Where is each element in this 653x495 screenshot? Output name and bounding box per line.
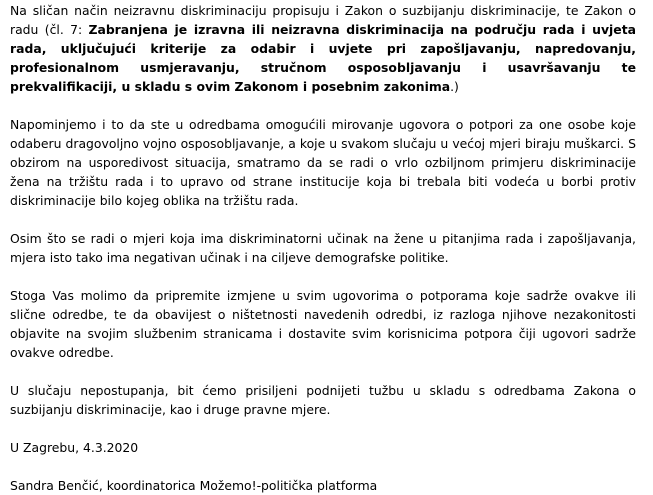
paragraph-military-training: Napominjemo i to da ste u odredbama omogućili mirovanje ugovora o potpori za one osobe koje odaberu dragovoljno vojno osposobljavanje, a koje u svakom slučaju u većoj mjeri biraju muškarci. S obzirom na usporedivost situacija, smatramo da se radi o vrlo ozbiljnom primjeru diskriminacije žena na tržištu rada i to upravo od strane institucije koja bi trebala biti vodeća u borbi protiv diskriminacije bilo kojeg oblika na tržištu rada.: [10, 117, 636, 208]
paragraph-law-reference: [10, 1, 636, 96]
paragraph-law-intro: Na sličan način neizravnu diskriminaciju propisuju i Zakon o suzbijanju diskriminacije, te Zakon o radu (čl. 7:: [10, 3, 636, 37]
paragraph-legal-action: U slučaju nepostupanja, bit ćemo prisiljeni podnijeti tužbu u skladu s odredbama Zakona o suzbijanju diskriminacije, kao i druge pravne mjere.: [10, 383, 636, 417]
paragraph-law-quote: Zabranjena je izravna ili neizravna diskriminacija na području rada i uvjeta rada, uključujući kriterije za odabir i uvjete pri zapošljavanju, napredovanju, profesionalnom usmjeravanju, stručnom osposobljavanju i usavršavanju te prekvalifikaciji, u skladu s ovim Zakonom i posebnim zakonima: [10, 22, 636, 94]
signature: Sandra Benčić, koordinatorica Možemo!-politička platforma: [10, 478, 378, 493]
paragraph-discriminatory-effect: Osim što se radi o mjeri koja ima diskriminatorni učinak na žene u pitanjima rada i zapošljavanja, mjera isto tako ima negativan učinak i na ciljeve demografske politike.: [10, 231, 636, 265]
paragraph-request: Stoga Vas molimo da pripremite izmjene u svim ugovorima o potporama koje sadrže ovakve ili slične odredbe, te da obavijest o ništetnosti navedenih odredbi, iz razloga njihove nezakonitosti objavite na svojim službenim stranicama i dostavite svim korisnicima potpora čiji ugovori sadrže ovakve odredbe.: [10, 288, 636, 360]
paragraph-law-outro: .): [450, 79, 459, 94]
letter-body: [10, 0, 636, 495]
place-date: U Zagrebu, 4.3.2020: [10, 440, 139, 455]
